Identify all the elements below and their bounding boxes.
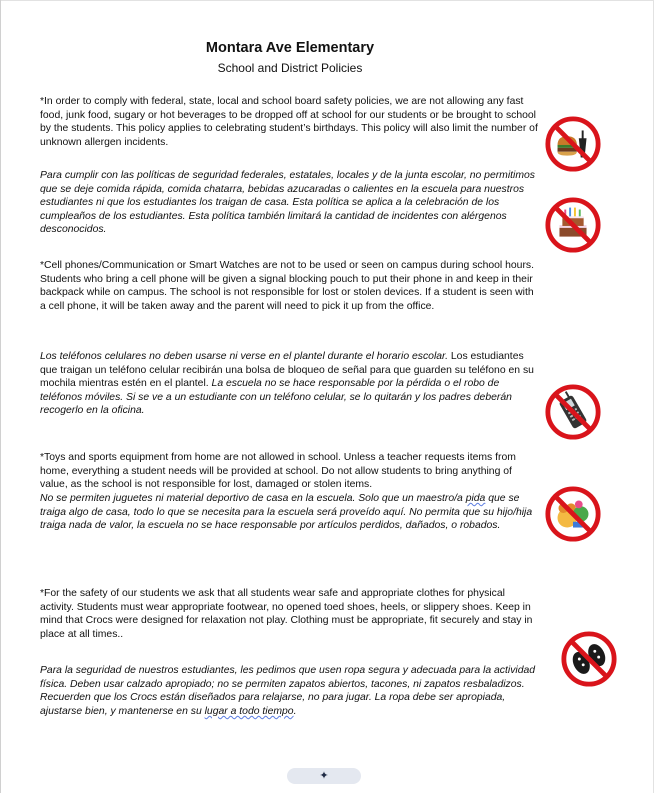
no-crocs-icon <box>560 630 618 688</box>
clothing-spanish-part2: . <box>293 705 297 717</box>
policy-toys-spanish <box>40 492 540 533</box>
policy-toys-english: *Toys and sports equipment from home are not allowed in school. Unless a teacher requests items from home, everything a student needs will be provided at school. Do not allow students to bring anything of value, as the school is not responsible for lost, damaged or stolen items. <box>40 452 516 491</box>
no-toys-icon <box>544 485 602 543</box>
clothing-spanish-part1: Para la seguridad de nuestros estudiantes, les pedimos que usen ropa segura y adecuada para la actividad física. Deben usar calzado apropiado; no se permiten zapatos abiertos, tacones, ni zapatos resbaladizos. Recuerden que los Crocs están diseñados para relajarse, no para jugar. La ropa debe ser apropiada, ajustarse bien, y mantenerse en su <box>40 665 536 717</box>
document-title: Montara Ave Elementary <box>205 40 375 56</box>
page-edge-left <box>0 0 1 793</box>
phones-spanish-part3: La escuela no se hace responsable por la pérdida o el robo de teléfonos móviles. Si se ve a un estudiante con un teléfono celular, se lo quitarán y los padres deberán recogerlo en la oficina. <box>40 378 512 417</box>
toys-spanish-part1: No se permiten juguetes ni material deportivo de casa en la escuela. Solo que un maestro/a <box>40 493 466 504</box>
no-birthday-cake-icon <box>544 196 602 254</box>
policy-food-english: *In order to comply with federal, state, local and school board safety policies, we are not allowing any fast food, junk food, sugary or hot beverages to be dropped off at school for our students or be brought to school by the students. This policy applies to celebrating student’s birthdays. This policy will also limit the number of unknown allergen incidents. <box>40 96 538 148</box>
policy-phones-english: *Cell phones/Communication or Smart Watches are not to be used or seen on campus during school hours. Students who bring a cell phone will be given a signal blocking pouch to put their phone in and keep in their backpack while on campus. The school is not responsible for lost or stolen devices. If a student is seen with a cell phone, it will be taken away and the parent will need to pick it up from the office. <box>40 260 535 312</box>
ai-assist-button[interactable]: ✦ <box>287 768 361 784</box>
phones-spanish-part1: Los teléfonos celulares no deben usarse ni verse en el plantel durante el horario escolar. <box>40 351 448 362</box>
toys-spanish-part2: que se traiga algo de casa, todo lo que se necesita para la escuela será proveído aquí. No permita que su hijo/hija traiga nada de valor, la escuela no se hace responsable por artículos perdidos, dañados, o robados. <box>40 493 533 532</box>
spellcheck-word[interactable]: pida <box>465 493 486 504</box>
page-edge-top <box>0 0 654 1</box>
policy-clothing-spanish <box>40 664 540 718</box>
phones-spanish-part2: Los estudiantes que traigan un teléfono celular recibirán una bolsa de bloqueo de señal para que guarden su teléfono en su mochila mientras estén en el plantel. <box>40 351 534 390</box>
spellcheck-phrase[interactable]: lugar a todo tiempo <box>204 705 294 717</box>
no-cell-phone-icon <box>544 383 602 441</box>
document-subtitle: School and District Policies <box>217 61 363 75</box>
policy-food-spanish: Para cumplir con las políticas de seguridad federales, estatales, locales y de la junta escolar, no permitimos que se deje comida rápida, comida chatarra, bebidas azucaradas o calientes en la escuela para nuestros estudiantes ni que los estudiantes los traigan de casa. Esta política se aplica a la celebración de los cumpleaños de los estudiantes. Esta política también limitará la cantidad de incidentes con alérgenos desconocidos. <box>40 170 535 236</box>
no-junk-food-icon <box>544 115 602 173</box>
policy-clothing-english: *For the safety of our students we ask that all students wear safe and appropriate clothes for physical activity. Students must wear appropriate footwear, no opened toed shoes, heels, or slippery shoes. Keep in mind that Crocs were designed for relaxation not play. Clothing must be appropriate, fit securely and stay in place at all times.. <box>40 588 533 640</box>
policy-phones-spanish <box>40 350 540 418</box>
